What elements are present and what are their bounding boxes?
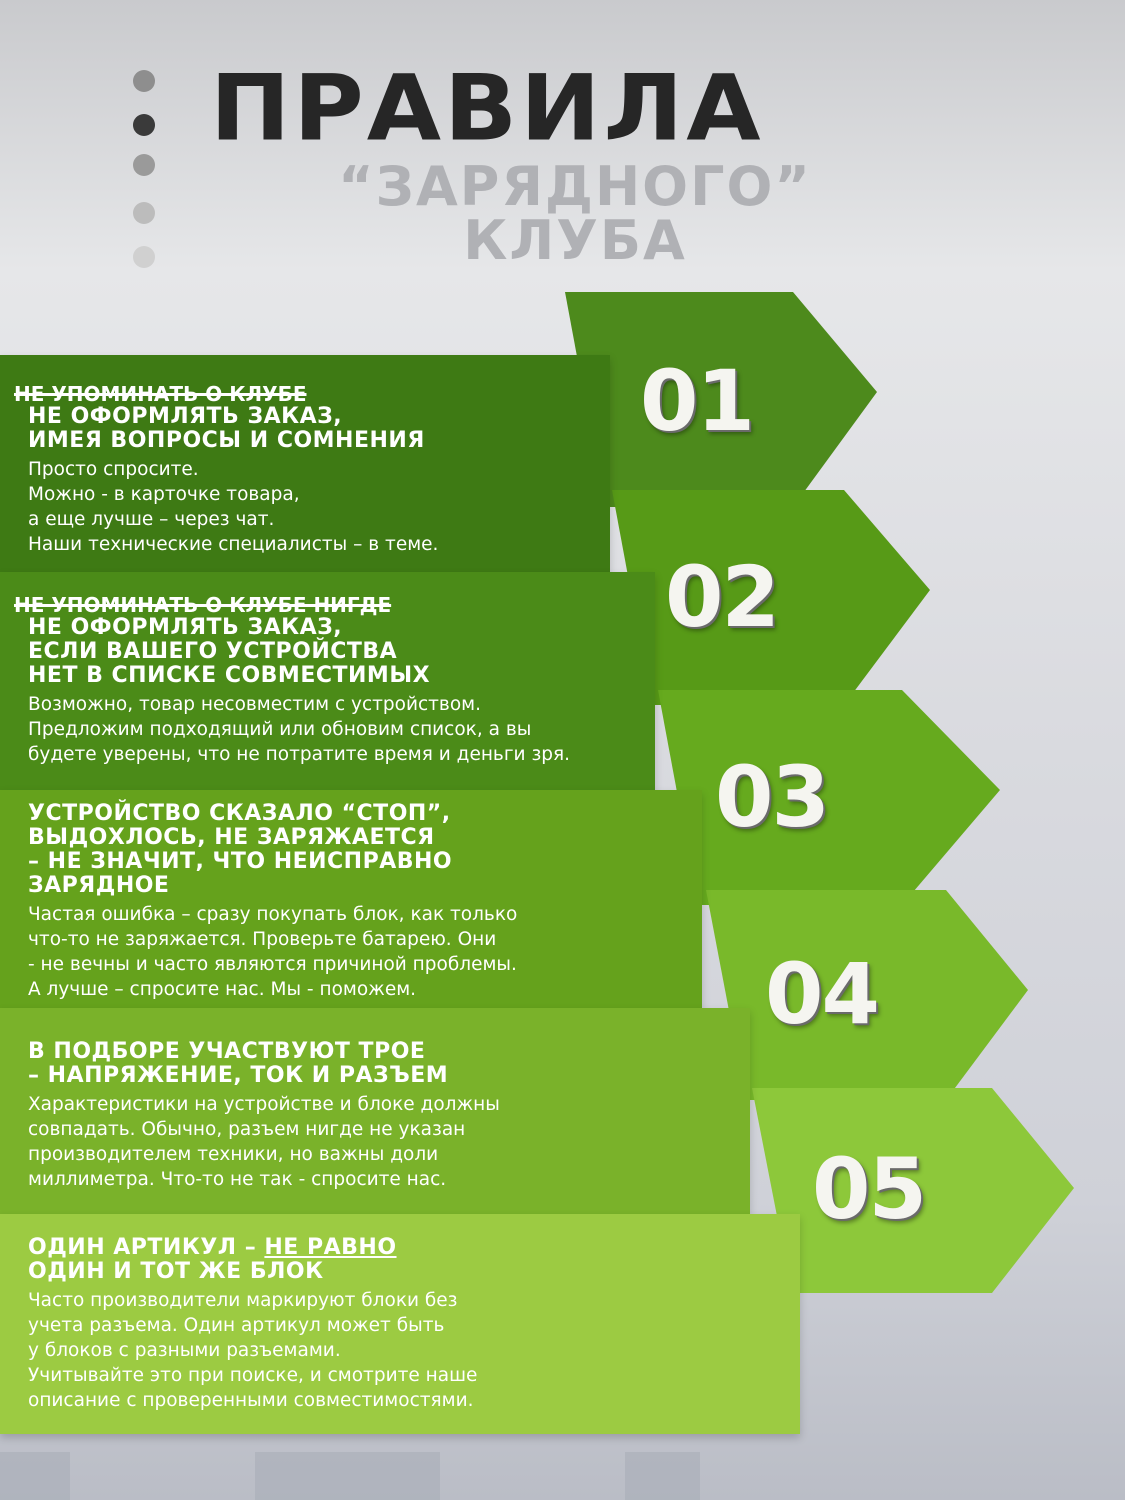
rule-4-body-line-2: совпадать. Обычно, разъем нигде не указан — [28, 1119, 466, 1140]
dot-4 — [133, 202, 155, 224]
dot-3 — [133, 154, 155, 176]
rule-3-heading-line-2: ВЫДОХЛОСЬ, НЕ ЗАРЯЖАЕТСЯ — [28, 825, 435, 850]
rule-5-content — [28, 1236, 477, 1413]
rule-3-heading-line-3: – НЕ ЗНАЧИТ, ЧТО НЕИСПРАВНО — [28, 849, 453, 874]
subtitle-line-1: “ЗАРЯДНОГО” — [338, 155, 812, 218]
rule-1-body-line-3: а еще лучше – через чат. — [28, 509, 275, 530]
rule-5-body-line-3: у блоков с разными разъемами. — [28, 1340, 341, 1361]
background-block — [0, 1452, 70, 1500]
rule-1-body — [28, 457, 438, 557]
rule-3-body-line-4: А лучше – спросите нас. Мы - поможем. — [28, 979, 417, 1000]
rule-1-heading-line-1: НЕ ОФОРМЛЯТЬ ЗАКАЗ, — [28, 404, 343, 429]
rule-2-body-line-1: Возможно, товар несовместим с устройством. — [28, 694, 481, 715]
rule-band-3 — [0, 790, 702, 1010]
rule-2-body-line-2: Предложим подходящий или обновим список, а вы — [28, 719, 532, 740]
rule-3-body-line-2: что-то не заряжается. Проверьте батарею. Они — [28, 929, 497, 950]
rule-2-content — [14, 593, 571, 767]
rule-band-1 — [0, 355, 610, 575]
rule-5-heading-part-a: ОДИН АРТИКУЛ – — [28, 1235, 265, 1260]
rule-5-heading-line-1 — [28, 1236, 477, 1260]
rule-2-strikethrough: НЕ УПОМИНАТЬ О КЛУБЕ НИГДЕ — [14, 593, 392, 617]
rule-4-heading-line-1: В ПОДБОРЕ УЧАСТВУЮТ ТРОЕ — [28, 1039, 426, 1064]
rule-2-heading-line-2: ЕСЛИ ВАШЕГО УСТРОЙСТВА — [28, 639, 398, 664]
rule-1-body-line-1: Просто спросите. — [28, 459, 199, 480]
rule-1-content — [14, 382, 439, 557]
background-block — [625, 1452, 700, 1500]
rule-1-strikethrough: НЕ УПОМИНАТЬ О КЛУБЕ — [14, 382, 307, 406]
rule-5-body-line-4: Учитывайте это при поиске, и смотрите наше — [28, 1365, 478, 1386]
number-03: 03 — [715, 748, 828, 846]
rule-5-body-line-1: Часто производители маркируют блоки без — [28, 1290, 458, 1311]
rule-2-body — [28, 692, 570, 767]
rule-5-heading-underlined: НЕ РАВНО — [264, 1235, 397, 1260]
rule-2-body-line-3: будете уверены, что не потратите время и деньги зря. — [28, 744, 571, 765]
dot-5 — [133, 246, 155, 268]
rule-5-body-line-2: учета разъема. Один артикул может быть — [28, 1315, 445, 1336]
rule-3-heading-line-1: УСТРОЙСТВО СКАЗАЛО “СТОП”, — [28, 801, 451, 826]
rule-4-content — [28, 1040, 500, 1192]
subtitle-line-2: КЛУБА — [463, 209, 687, 272]
rule-3-body-line-1: Частая ошибка – сразу покупать блок, как только — [28, 904, 518, 925]
arrow-shape-3 — [658, 690, 1008, 905]
background-block — [255, 1452, 440, 1500]
dot-1 — [133, 70, 155, 92]
rule-2-heading-line-3: НЕТ В СПИСКЕ СОВМЕСТИМЫХ — [28, 663, 431, 688]
rule-band-5 — [0, 1214, 800, 1434]
number-01: 01 — [640, 352, 753, 450]
rule-3-body — [28, 902, 517, 1002]
rule-band-2 — [0, 572, 655, 792]
rule-4-body-line-4: миллиметра. Что-то не так - спросите нас. — [28, 1169, 447, 1190]
page-title: ПРАВИЛА — [210, 54, 764, 162]
page-subtitle — [255, 155, 895, 272]
rule-5-body — [28, 1288, 477, 1413]
dot-2 — [133, 114, 155, 136]
rule-3-body-line-3: - не вечны и часто являются причиной проблемы. — [28, 954, 517, 975]
rule-3-heading-line-4: ЗАРЯДНОЕ — [28, 873, 170, 898]
rule-4-heading-line-2: – НАПРЯЖЕНИЕ, ТОК И РАЗЪЕМ — [28, 1063, 449, 1088]
rule-1-body-line-2: Можно - в карточке товара, — [28, 484, 300, 505]
rule-4-body-line-1: Характеристики на устройстве и блоке должны — [28, 1094, 500, 1115]
rule-3-content — [28, 802, 517, 1002]
number-02: 02 — [665, 548, 778, 646]
number-04: 04 — [765, 945, 878, 1043]
rule-5-heading-line-2: ОДИН И ТОТ ЖЕ БЛОК — [28, 1259, 324, 1284]
rule-4-body-line-3: производителем техники, но важны доли — [28, 1144, 439, 1165]
rule-band-4 — [0, 1008, 750, 1216]
rule-4-body — [28, 1092, 500, 1192]
rule-1-heading-line-2: ИМЕЯ ВОПРОСЫ И СОМНЕНИЯ — [28, 428, 425, 453]
rule-5-body-line-5: описание с проверенными совместимостями. — [28, 1390, 474, 1411]
rule-1-body-line-4: Наши технические специалисты – в теме. — [28, 534, 439, 555]
rule-2-heading-line-1: НЕ ОФОРМЛЯТЬ ЗАКАЗ, — [28, 615, 343, 640]
number-05: 05 — [812, 1140, 925, 1238]
